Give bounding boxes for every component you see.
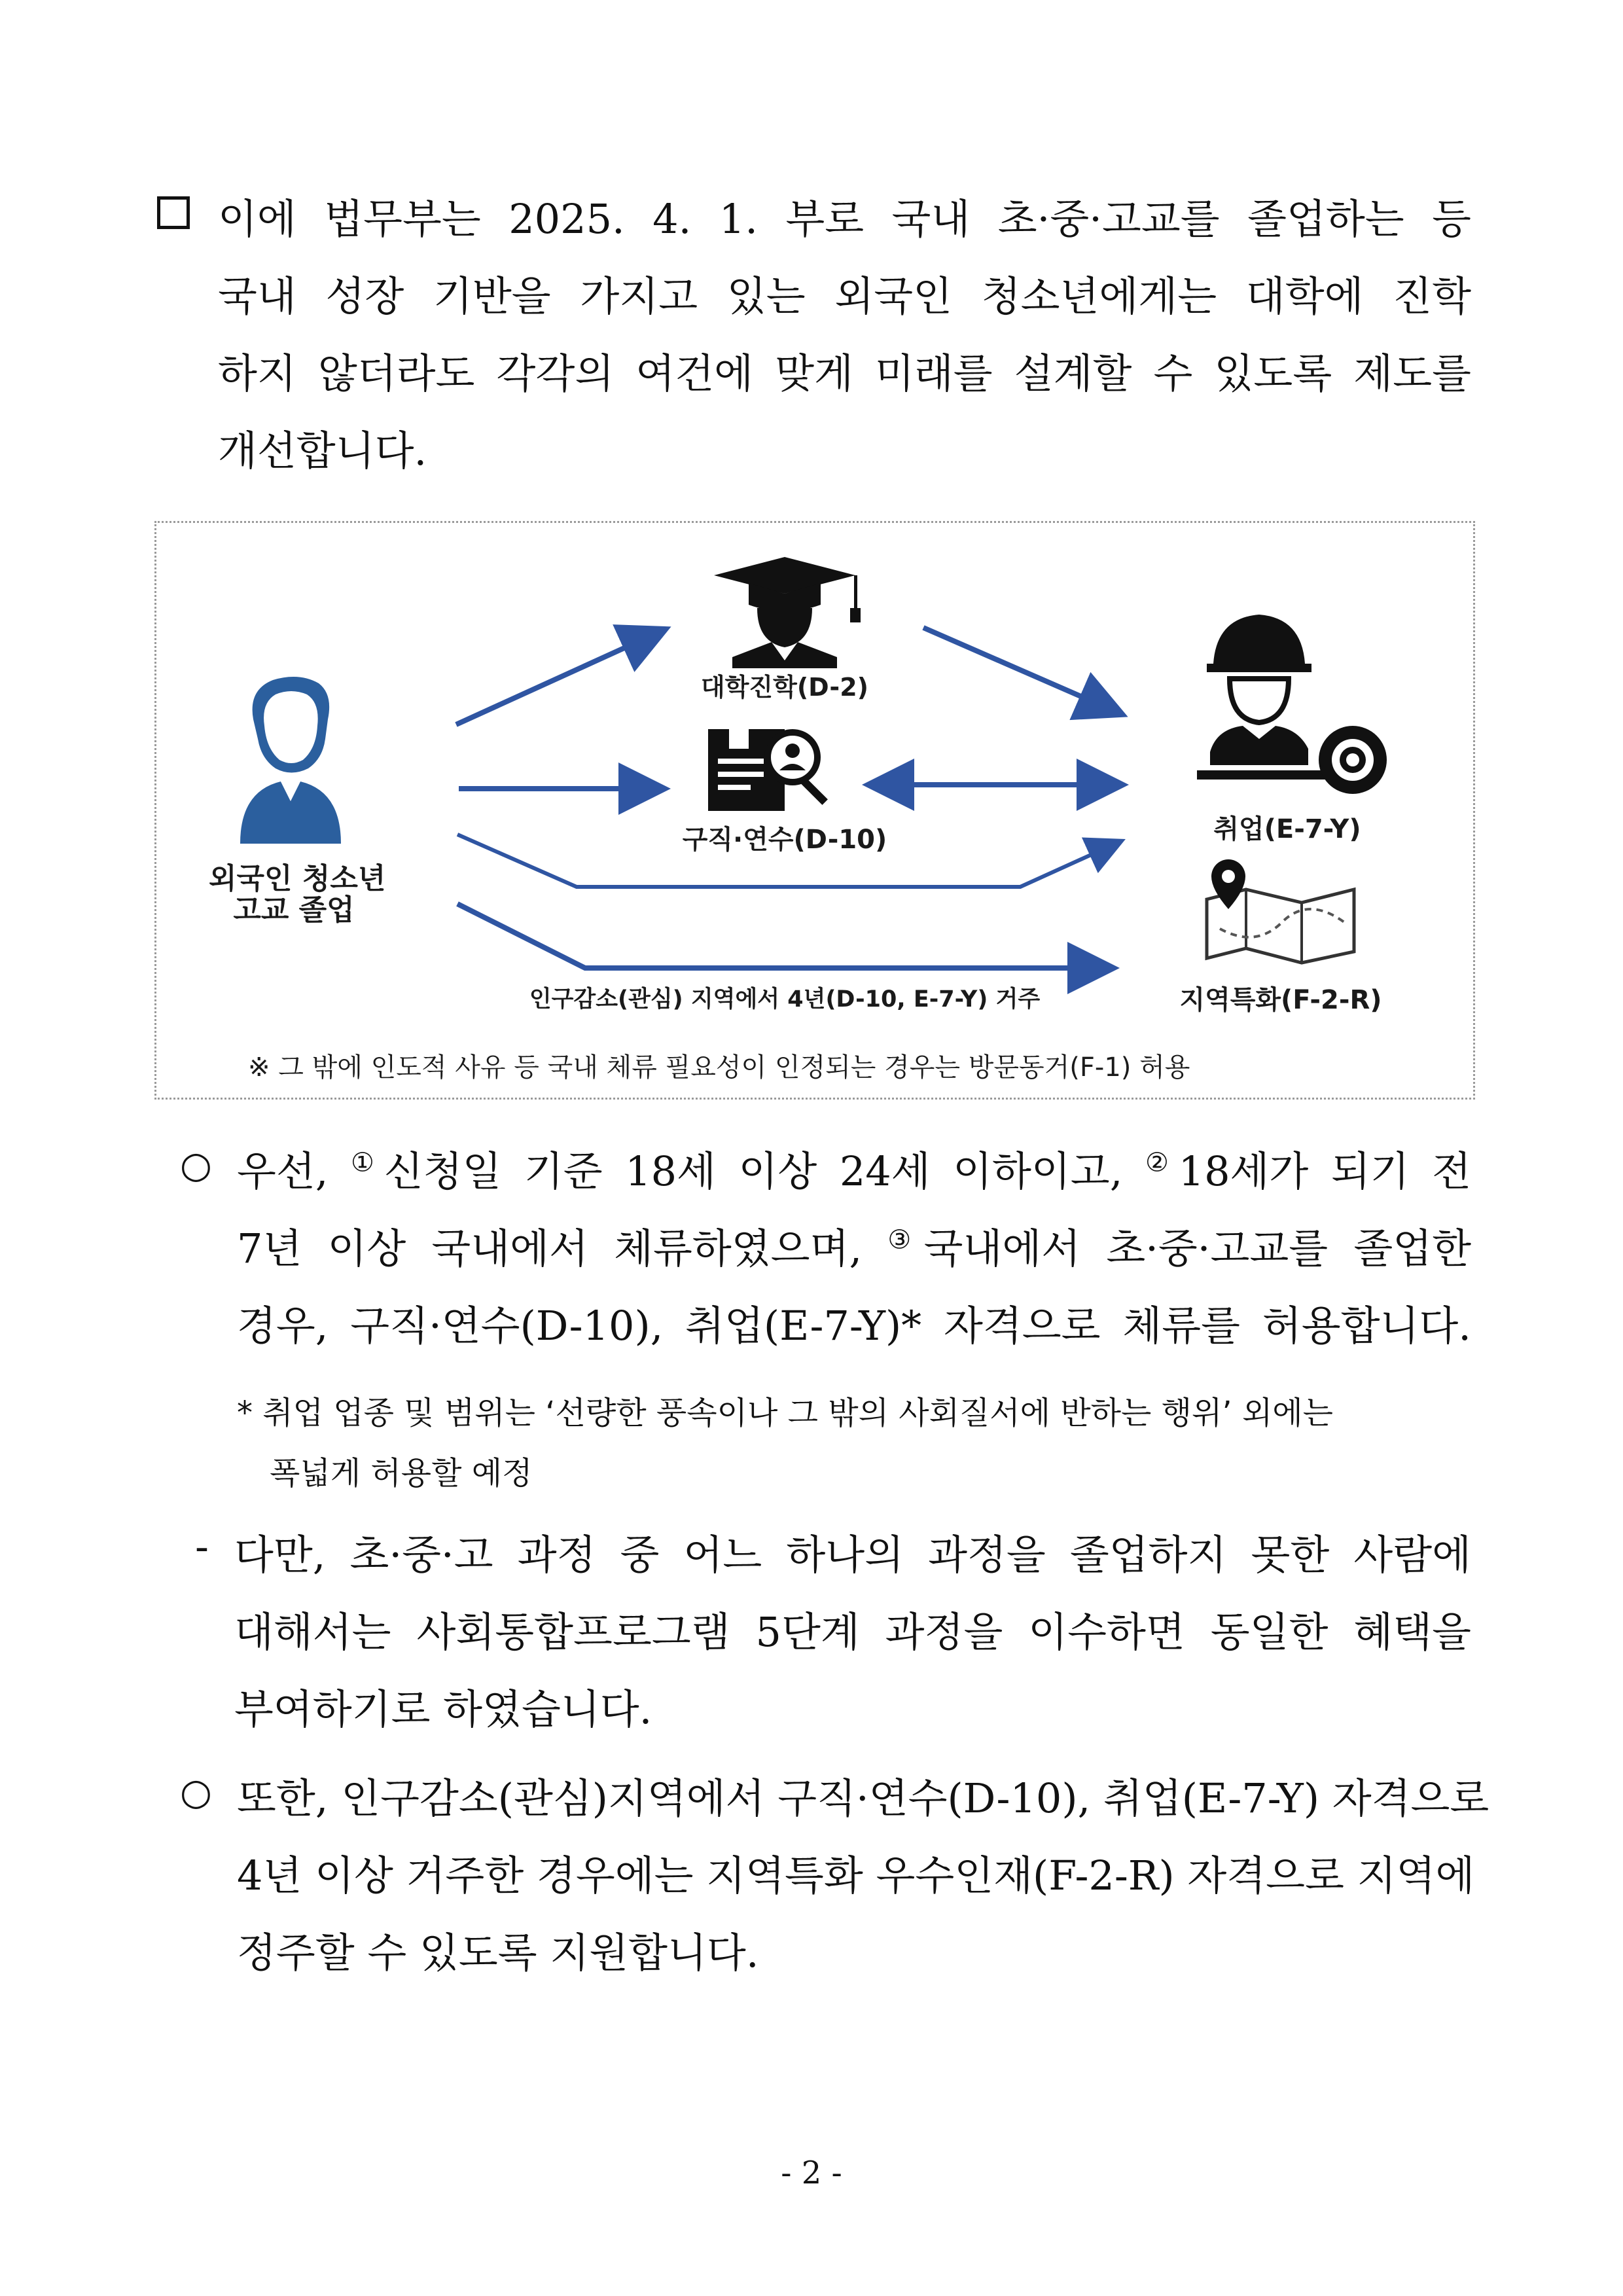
student-label-line-1: 외국인 청소년 [209, 862, 386, 895]
residence-label: 인구감소(관심) 지역에서 4년(D-10, E-7-Y) 거주 [529, 986, 1041, 1013]
student-label [209, 862, 386, 927]
intro-line-2: 국내 성장 기반을 가지고 있는 외국인 청소년에게는 대학에 진학 [218, 272, 1471, 320]
intro-line-4: 개선합니다. [218, 427, 427, 475]
worker-icon [1197, 615, 1387, 794]
dash-line-3: 부여하기로 하였습니다. [234, 1685, 652, 1733]
arrow-university-to-employment [923, 628, 1118, 713]
circle-bullet-1: ○ [180, 1144, 212, 1187]
university-label: 대학진학(D-2) [700, 673, 869, 702]
bullet1-sup-2: ② [1145, 1147, 1179, 1178]
student-icon [240, 677, 341, 844]
bullet1-text-d: 7년 이상 국내에서 체류하였으며, [237, 1225, 888, 1272]
dash-line-2: 대해서는 사회통합프로그램 5단계 과정을 이수하면 동일한 혜택을 [234, 1608, 1471, 1656]
footnote-line-1: * 취업 업종 및 범위는 ‘선량한 풍속이나 그 밖의 사회질서에 반하는 행위’ 외에는 [237, 1395, 1334, 1431]
bullet1-text-c: 18세가 되기 전 [1178, 1147, 1472, 1195]
bullet1-text-b: 신청일 기준 18세 이상 24세 이하이고, [383, 1147, 1145, 1195]
bullet1-line-3: 경우, 구직·연수(D-10), 취업(E-7-Y)* 자격으로 체류를 허용합니다. [237, 1302, 1471, 1350]
employment-label: 취업(E-7-Y) [1213, 814, 1361, 844]
job-search-icon [708, 729, 828, 811]
page-number: - 2 - [781, 2155, 842, 2191]
circle-bullet-2: ○ [180, 1771, 212, 1814]
bullet2-line-2: 4년 이상 거주한 경우에는 지역특화 우수인재(F-2-R) 자격으로 지역에 [237, 1852, 1475, 1899]
jobseek-label: 구직·연수(D-10) [682, 825, 887, 855]
bullet1-line-1 [237, 1139, 1471, 1197]
pathway-diagram [154, 521, 1475, 1100]
bullet1-sup-1: ① [351, 1147, 384, 1178]
bullet2-line-1: 또한, 인구감소(관심)지역에서 구직·연수(D-10), 취업(E-7-Y) 자격으로 [237, 1774, 1489, 1822]
arrow-to-university [456, 631, 662, 725]
intro-line-1: 이에 법무부는 2025. 4. 1. 부로 국내 초·중·고교를 졸업하는 등 [218, 195, 1471, 243]
bullet1-text-e: 국내에서 초·중·고교를 졸업한 [923, 1225, 1472, 1272]
graduate-icon [714, 557, 861, 668]
footnote-line-2: 폭넓게 허용할 예정 [270, 1455, 533, 1492]
bullet1-text-a: 우선, [237, 1147, 351, 1195]
regional-label: 지역특화(F-2-R) [1179, 985, 1382, 1015]
map-pin-icon [1207, 859, 1354, 963]
dash-bullet: - [195, 1522, 209, 1570]
diagram-note: ※ 그 밖에 인도적 사유 등 국내 체류 필요성이 인정되는 경우는 방문동거(F-1) 허용 [248, 1052, 1190, 1083]
intro-line-3: 하지 않더라도 각각의 여건에 맞게 미래를 설계할 수 있도록 제도를 [218, 350, 1471, 397]
dash-line-1: 다만, 초·중·고 과정 중 어느 하나의 과정을 졸업하지 못한 사람에 [234, 1531, 1471, 1579]
bullet2-line-3: 정주할 수 있도록 지원합니다. [237, 1929, 759, 1977]
bullet1-sup-3: ③ [887, 1225, 924, 1255]
bullet1-line-2 [237, 1216, 1471, 1274]
student-label-line-2: 고교 졸업 [233, 893, 355, 927]
arrow-to-regional [457, 904, 1109, 968]
checkbox-square-bullet [157, 196, 190, 229]
